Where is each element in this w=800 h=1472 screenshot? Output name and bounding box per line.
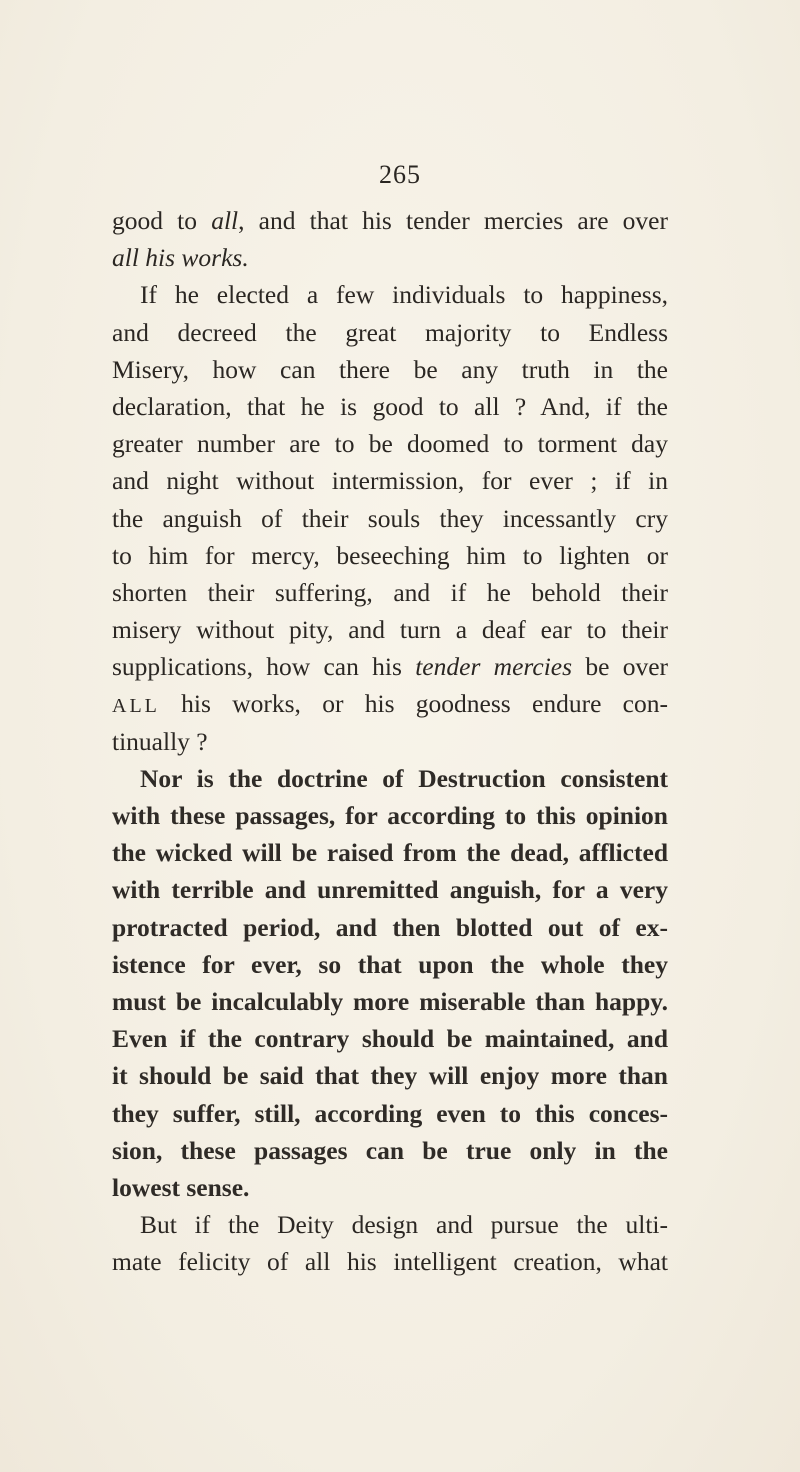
paragraph-1 [112, 202, 668, 276]
text-line: Even if the contrary should be maintained, and [112, 1024, 668, 1054]
paragraph-4 [112, 1206, 668, 1280]
text-line [112, 685, 668, 722]
paragraph-3 [112, 760, 668, 1206]
text-line: the wicked will be raised from the dead, afflicted [112, 838, 668, 868]
text-line: they suffer, still, according even to this conces- [112, 1098, 668, 1128]
text-line: declaration, that he is good to all ? And, if the [112, 391, 668, 421]
emphasis-text: all [211, 206, 239, 235]
text-line: with these passages, for according to this opinion [112, 801, 668, 830]
text-line: and night without intermission, for ever ; if in [112, 466, 668, 496]
text-line: to him for mercy, beseeching him to lighten or [112, 540, 668, 570]
text-run: , and that his tender mercies are over [238, 206, 668, 235]
text-line: mate felicity of all his intelligent creation, what [112, 1247, 668, 1277]
text-run: be over [572, 652, 669, 682]
page-body-text [112, 202, 668, 1280]
paragraph-2 [112, 276, 668, 759]
text-line: must be incalculably more miserable than happy. [112, 986, 668, 1016]
text-line: it should be said that they will enjoy more than [112, 1061, 668, 1091]
text-line: tinually ? [112, 726, 208, 756]
emphasis-text: tender mercies [415, 652, 573, 682]
text-line: istence for ever, so that upon the whole they [112, 949, 668, 979]
text-line: and decreed the great majority to Endless [112, 317, 668, 347]
text-line: But if the Deity design and pursue the ulti- [140, 1210, 668, 1240]
text-line: greater number are to be doomed to torment day [112, 429, 668, 459]
text-line: shorten their suffering, and if he behold their [112, 577, 668, 607]
text-line: protracted period, and then blotted out of ex- [112, 912, 668, 942]
text-line [112, 202, 668, 239]
text-line: misery without pity, and turn a deaf ear to their [112, 615, 668, 645]
text-line [112, 648, 668, 685]
text-run: supplications, how can his [112, 652, 416, 682]
text-line: Nor is the doctrine of Destruction consistent [140, 763, 668, 793]
text-line: with terrible and unremitted anguish, for a very [112, 875, 668, 905]
text-line: Misery, how can there be any truth in the [112, 354, 668, 384]
text-line: If he elected a few individuals to happiness, [140, 280, 668, 310]
page-number: 265 [379, 160, 421, 189]
text-line: sion, these passages can be true only in the [112, 1135, 668, 1165]
text-line: all his works. [112, 243, 249, 273]
text-run: good to [112, 206, 212, 235]
small-caps-text: ALL [112, 695, 160, 718]
text-line: lowest sense. [112, 1172, 250, 1202]
text-line: the anguish of their souls they incessantly cry [112, 503, 668, 533]
text-run: his works, or his goodness endure con- [159, 689, 668, 719]
